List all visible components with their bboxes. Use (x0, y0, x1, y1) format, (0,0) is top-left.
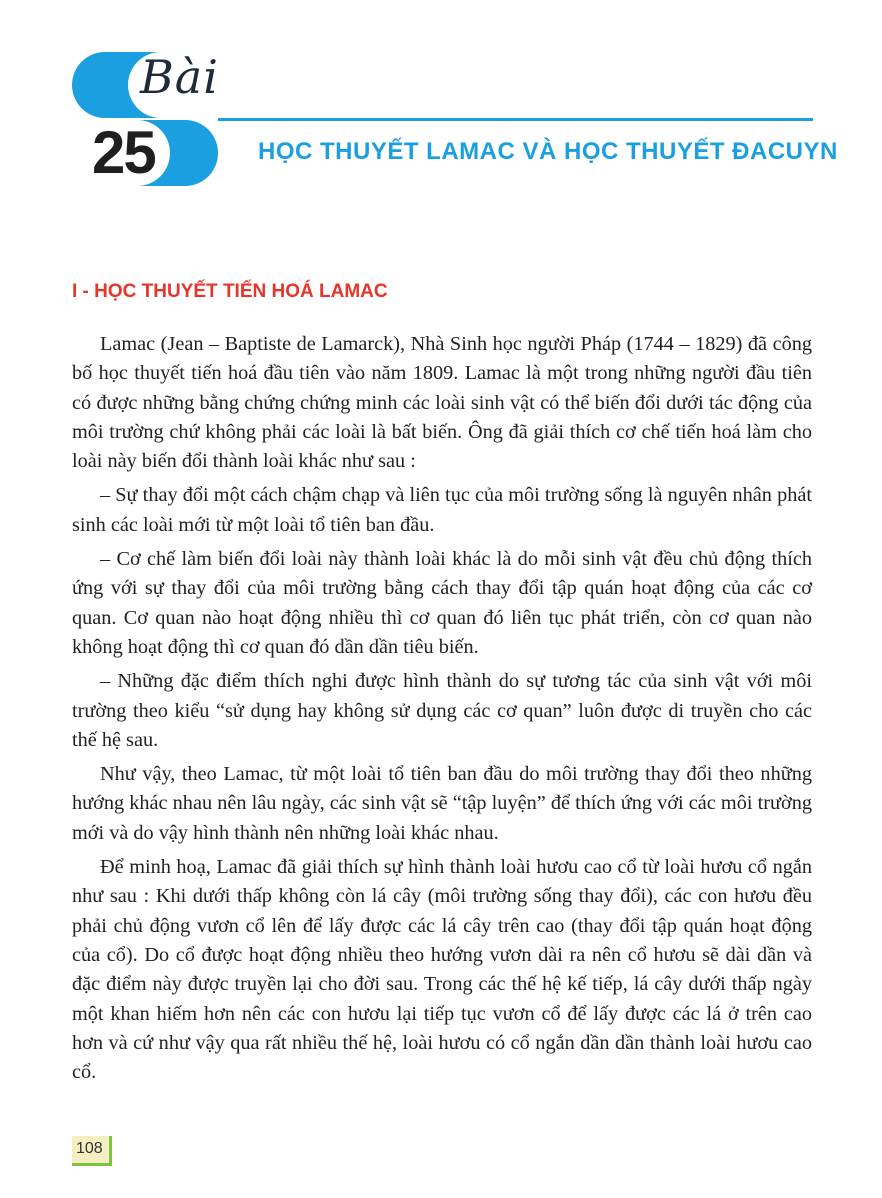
paragraph: Để minh hoạ, Lamac đã giải thích sự hình thành loài hươu cao cổ từ loài hươu cổ ngắn như sau : Khi dưới thấp không còn lá cây (môi trường sống thay đổi), các con hươu đều phải chủ động vươn cổ lên để lấy được các lá cây trên cao (thay đổi tập quán hoạt động của cổ). Do cổ được hoạt động nhiều theo hướng vươn dài ra nên cổ hươu sẽ dài dần và đặc điểm này được truyền lại cho đời sau. Trong các thế hệ kế tiếp, lá cây dưới thấp ngày một khan hiếm hơn nên các con hươu lại tiếp tục vươn cổ để lấy được các lá ở trên cao hơn và cứ như vậy qua rất nhiều thế hệ, loài hươu có cổ ngắn dần dần thành loài hươu cao cổ. (72, 856, 812, 1084)
header-divider (218, 118, 813, 121)
paragraph: Lamac (Jean – Baptiste de Lamarck), Nhà Sinh học người Pháp (1744 – 1829) đã công bố học thuyết tiến hoá đầu tiên vào năm 1809. Lamac là một trong những người đầu tiên có được những bằng chứng chứng minh các loài sinh vật có thể biến đổi dưới tác động của môi trường chứ không phải các loài là bất biến. Ông đã giải thích cơ chế tiến hoá làm cho loài này biến đổi thành loài khác như sau : (72, 333, 812, 473)
lesson-title: HỌC THUYẾT LAMAC VÀ HỌC THUYẾT ĐACUYN (258, 138, 838, 165)
page-number: 108 (76, 1140, 103, 1157)
paragraph: – Cơ chế làm biến đổi loài này thành loài khác là do mỗi sinh vật đều chủ động thích ứng với sự thay đổi của môi trường bằng cách thay đổi tập quán hoạt động của các cơ quan. Cơ quan nào hoạt động nhiều thì cơ quan đó liên tục phát triển, còn cơ quan nào không hoạt động thì cơ quan đó dần dần tiêu biến. (72, 548, 812, 658)
lesson-word: Bài (140, 50, 219, 104)
section-heading: I - HỌC THUYẾT TIẾN HOÁ LAMAC (72, 281, 388, 302)
paragraph: – Sự thay đổi một cách chậm chạp và liên tục của môi trường sống là nguyên nhân phát sinh các loài mới từ một loài tổ tiên ban đầu. (72, 484, 812, 536)
lesson-header (0, 0, 882, 200)
body-text (72, 330, 812, 1092)
paragraph: Như vậy, theo Lamac, từ một loài tổ tiên ban đầu do môi trường thay đổi theo những hướng khác nhau nên lâu ngày, các sinh vật sẽ “tập luyện” để thích ứng với các môi trường mới và do vậy hình thành nên những loài khác nhau. (72, 763, 812, 844)
lesson-number: 25 (92, 119, 155, 186)
paragraph: – Những đặc điểm thích nghi được hình thành do sự tương tác của sinh vật với môi trường theo kiểu “sử dụng hay không sử dụng các cơ quan” luôn được di truyền cho các thế hệ sau. (72, 670, 812, 751)
